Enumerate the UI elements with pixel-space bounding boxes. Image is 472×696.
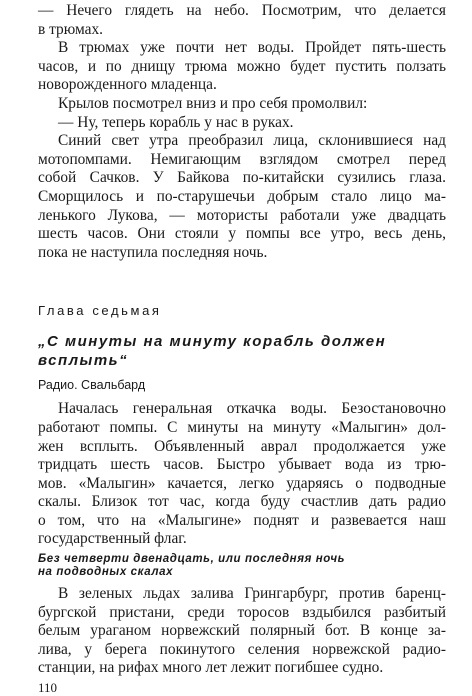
paragraph bbox=[38, 585, 446, 678]
text-line: В трюмах уже почти нет воды. Пройдет пять-шесть bbox=[58, 39, 446, 57]
text-line: мотопомпами. Немигающим взглядом смотрел перед bbox=[38, 150, 446, 168]
text-line: В зеленых льдах залива Грингарбург, против баренц- bbox=[58, 585, 446, 603]
text-line: скалы. Близок тот час, когда буду счастлив дать радио bbox=[38, 493, 446, 511]
text-line: жен всплыть. Объявленный аврал продолжается уже bbox=[38, 437, 446, 455]
dateline: Радио. Свальбард bbox=[38, 378, 146, 393]
chapter-title-line: всплыть“ bbox=[38, 352, 129, 370]
paragraph bbox=[38, 39, 446, 95]
text-line: лива, у берега покинутого селения норвежской радио- bbox=[38, 640, 446, 658]
section-spacer bbox=[38, 262, 446, 300]
text-line: Синий свет утра преобразил лица, склонившиеся над bbox=[58, 132, 446, 150]
text-line: пока не наступила последняя ночь. bbox=[38, 243, 268, 261]
text-line: часов, и по днищу трюма можно будет пустить ползать bbox=[38, 57, 446, 75]
paragraph bbox=[38, 400, 446, 549]
text-line: ленького Лукова, — мотористы работали уже двадцать bbox=[38, 206, 446, 224]
text-line: Крылов посмотрел вниз и про себя промолвил: bbox=[58, 94, 368, 112]
paragraph bbox=[38, 114, 446, 133]
chapter-title-line: „С минуты на минуту корабль должен bbox=[38, 333, 387, 351]
book-page bbox=[38, 2, 446, 696]
chapter-label: Глава седьмая bbox=[38, 303, 162, 319]
subheading-line: на подводных скалах bbox=[38, 566, 174, 579]
text-line: станции, на рифах много лет лежит погибшее судно. bbox=[38, 659, 384, 677]
text-line: мов. «Малыгин» качается, легко ударяясь о подводные bbox=[38, 474, 446, 492]
text-line: — Ну, теперь корабль у нас в руках. bbox=[58, 113, 294, 131]
text-line: новорожденного младенца. bbox=[38, 76, 217, 94]
text-line: бургской пристани, среди торосов вздыбился разбитый bbox=[38, 603, 446, 621]
text-line: тридцать шесть часов. Быстро убывает вода из трю- bbox=[38, 456, 446, 474]
text-line: Началась генеральная откачка воды. Безостановочно bbox=[58, 400, 446, 418]
paragraph bbox=[38, 132, 446, 262]
text-line: государственный флаг. bbox=[38, 530, 187, 548]
text-line: шесть часов. Они стояли у помпы все утро, весь день, bbox=[38, 225, 446, 243]
page-number: 110 bbox=[38, 680, 58, 696]
text-line: белым ураганом норвежский полярный бот. В конце за- bbox=[38, 622, 446, 640]
paragraph bbox=[38, 2, 446, 39]
subheading-line: Без четверти двенадцать, или последняя ночь bbox=[38, 553, 346, 566]
text-line: — Нечего глядеть на небо. Посмотрим, что делается bbox=[38, 2, 446, 19]
paragraph bbox=[38, 95, 446, 114]
subheading bbox=[38, 553, 446, 579]
text-line: о том, что на «Малыгине» поднят и развевается наш bbox=[38, 511, 446, 529]
text-line: собой Сачков. У Байкова по-китайски сузились глаза. bbox=[38, 169, 446, 187]
text-line: Сморщилось и по-старушечьи добрым стало лицо ма- bbox=[38, 187, 446, 205]
text-line: в трюмах. bbox=[38, 20, 104, 38]
chapter-title bbox=[38, 332, 446, 370]
text-line: работают помпы. С минуты на минуту «Малыгин» дол- bbox=[38, 418, 446, 436]
